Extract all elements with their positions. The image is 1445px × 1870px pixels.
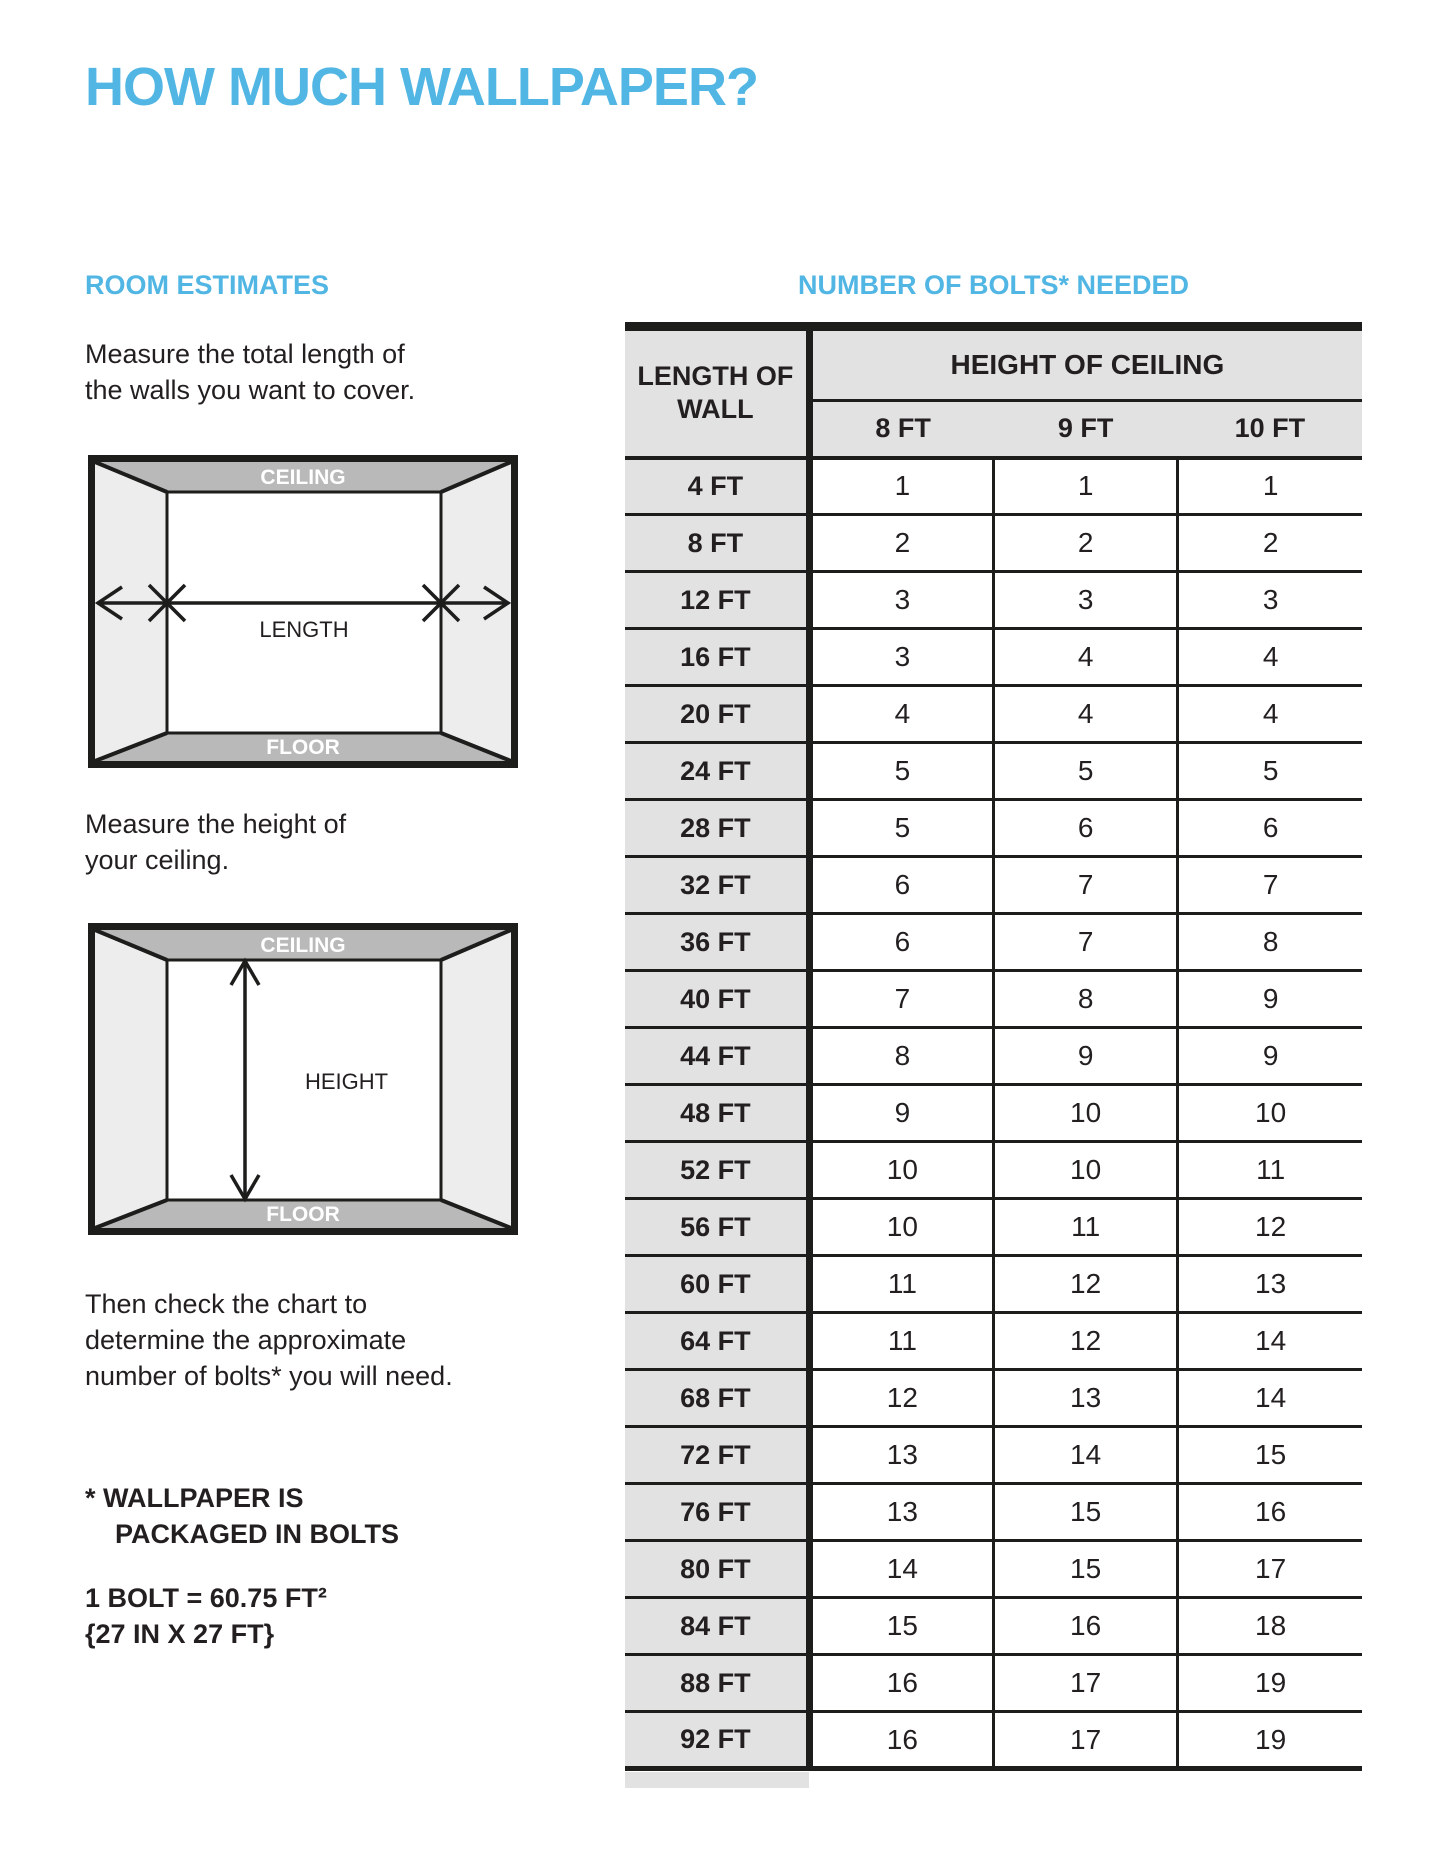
bolt-count-cell: 2 bbox=[1178, 515, 1362, 572]
bolt-count-cell: 1 bbox=[809, 458, 993, 515]
table-row bbox=[625, 1028, 1362, 1085]
bolt-count-cell: 10 bbox=[809, 1199, 993, 1256]
bolt-count-cell: 15 bbox=[809, 1598, 993, 1655]
bolt-count-cell: 10 bbox=[1178, 1085, 1362, 1142]
table-row bbox=[625, 800, 1362, 857]
table-row bbox=[625, 1370, 1362, 1427]
bolt-count-cell: 2 bbox=[809, 515, 993, 572]
col-header-10ft: 10 FT bbox=[1178, 401, 1362, 458]
length-of-wall-header: LENGTH OF WALL bbox=[625, 327, 809, 458]
back-wall bbox=[167, 492, 441, 733]
table-row bbox=[625, 1598, 1362, 1655]
wall-length-cell: 36 FT bbox=[625, 914, 809, 971]
wall-length-cell: 16 FT bbox=[625, 629, 809, 686]
ceiling-label: CEILING bbox=[260, 934, 346, 957]
table-row bbox=[625, 1541, 1362, 1598]
table-row bbox=[625, 1712, 1362, 1769]
para-measure-length bbox=[85, 336, 415, 408]
room-length-diagram bbox=[88, 455, 518, 768]
wall-length-cell: 12 FT bbox=[625, 572, 809, 629]
floor-label: FLOOR bbox=[266, 736, 340, 759]
wall-length-cell: 92 FT bbox=[625, 1712, 809, 1769]
bolt-count-cell: 11 bbox=[994, 1199, 1178, 1256]
bolt-count-cell: 5 bbox=[994, 743, 1178, 800]
bolt-count-cell: 19 bbox=[1178, 1655, 1362, 1712]
right-wall-surface bbox=[441, 930, 511, 1228]
wallpaper-footnote bbox=[85, 1480, 399, 1552]
bolt-size-info bbox=[85, 1580, 327, 1652]
table-row bbox=[625, 515, 1362, 572]
bolt-count-cell: 5 bbox=[809, 800, 993, 857]
bolt-count-cell: 11 bbox=[809, 1313, 993, 1370]
table-row bbox=[625, 686, 1362, 743]
wall-length-cell: 84 FT bbox=[625, 1598, 809, 1655]
bolt-count-cell: 8 bbox=[1178, 914, 1362, 971]
bolt-count-cell: 14 bbox=[994, 1427, 1178, 1484]
para-check-chart bbox=[85, 1286, 453, 1394]
bolt-count-cell: 6 bbox=[1178, 800, 1362, 857]
bolt-count-cell: 4 bbox=[994, 629, 1178, 686]
table-row bbox=[625, 1427, 1362, 1484]
wall-length-cell: 68 FT bbox=[625, 1370, 809, 1427]
bolts-needed-heading: NUMBER OF BOLTS* NEEDED bbox=[797, 270, 1189, 300]
wall-length-cell: 88 FT bbox=[625, 1655, 809, 1712]
bolt-count-cell: 19 bbox=[1178, 1712, 1362, 1769]
table-row bbox=[625, 1655, 1362, 1712]
bolt-count-cell: 8 bbox=[994, 971, 1178, 1028]
bolt-count-cell: 11 bbox=[1178, 1142, 1362, 1199]
bolt-count-cell: 17 bbox=[1178, 1541, 1362, 1598]
table-header-row bbox=[625, 327, 1362, 401]
ceiling-label: CEILING bbox=[260, 466, 346, 489]
length-dimension-label: LENGTH bbox=[259, 617, 349, 642]
bolts-table-body bbox=[625, 458, 1362, 1769]
left-wall-surface bbox=[95, 930, 167, 1228]
wall-length-cell: 20 FT bbox=[625, 686, 809, 743]
bolt-count-cell: 9 bbox=[809, 1085, 993, 1142]
floor-label: FLOOR bbox=[266, 1203, 340, 1226]
wall-length-cell: 76 FT bbox=[625, 1484, 809, 1541]
bolt-count-cell: 14 bbox=[1178, 1370, 1362, 1427]
bolt-count-cell: 4 bbox=[809, 686, 993, 743]
bolt-count-cell: 4 bbox=[1178, 629, 1362, 686]
col-header-9ft: 9 FT bbox=[994, 401, 1178, 458]
text-line: the walls you want to cover. bbox=[85, 375, 416, 405]
bolt-count-cell: 4 bbox=[1178, 686, 1362, 743]
bolt-count-cell: 13 bbox=[994, 1370, 1178, 1427]
bolt-count-cell: 12 bbox=[994, 1313, 1178, 1370]
table-row bbox=[625, 1313, 1362, 1370]
text-line: * WALLPAPER IS bbox=[85, 1483, 304, 1513]
bolt-count-cell: 3 bbox=[994, 572, 1178, 629]
bolt-count-cell: 15 bbox=[994, 1484, 1178, 1541]
bolt-count-cell: 3 bbox=[1178, 572, 1362, 629]
bolt-count-cell: 6 bbox=[809, 914, 993, 971]
bolt-count-cell: 12 bbox=[1178, 1199, 1362, 1256]
bolt-count-cell: 9 bbox=[994, 1028, 1178, 1085]
page-title: HOW MUCH WALLPAPER? bbox=[85, 57, 758, 117]
bolt-count-cell: 15 bbox=[994, 1541, 1178, 1598]
table-row bbox=[625, 1085, 1362, 1142]
bolt-count-cell: 18 bbox=[1178, 1598, 1362, 1655]
wall-length-cell: 56 FT bbox=[625, 1199, 809, 1256]
bolt-count-cell: 17 bbox=[994, 1712, 1178, 1769]
table-row bbox=[625, 629, 1362, 686]
table-row bbox=[625, 971, 1362, 1028]
text-line: number of bolts* you will need. bbox=[85, 1361, 453, 1391]
bolt-count-cell: 16 bbox=[994, 1598, 1178, 1655]
table-row bbox=[625, 1142, 1362, 1199]
bolt-count-cell: 4 bbox=[994, 686, 1178, 743]
bolt-count-cell: 14 bbox=[1178, 1313, 1362, 1370]
bolt-count-cell: 13 bbox=[809, 1427, 993, 1484]
table-row bbox=[625, 1199, 1362, 1256]
wall-length-cell: 44 FT bbox=[625, 1028, 809, 1085]
bolt-count-cell: 13 bbox=[1178, 1256, 1362, 1313]
text-line: Then check the chart to bbox=[85, 1289, 368, 1319]
table-row bbox=[625, 857, 1362, 914]
wall-length-cell: 4 FT bbox=[625, 458, 809, 515]
text-line: Measure the total length of bbox=[85, 339, 405, 369]
table-row bbox=[625, 914, 1362, 971]
text-line: determine the approximate bbox=[85, 1325, 407, 1355]
text-line: Measure the height of bbox=[85, 809, 347, 839]
bolt-count-cell: 13 bbox=[809, 1484, 993, 1541]
bolt-count-cell: 9 bbox=[1178, 1028, 1362, 1085]
bolt-count-cell: 3 bbox=[809, 572, 993, 629]
bolt-count-cell: 16 bbox=[809, 1655, 993, 1712]
wall-length-cell: 60 FT bbox=[625, 1256, 809, 1313]
bolt-count-cell: 2 bbox=[994, 515, 1178, 572]
table-row bbox=[625, 743, 1362, 800]
col-header-8ft: 8 FT bbox=[809, 401, 993, 458]
bolt-count-cell: 7 bbox=[994, 914, 1178, 971]
text-line: your ceiling. bbox=[85, 845, 230, 875]
table-row bbox=[625, 1484, 1362, 1541]
bolt-count-cell: 12 bbox=[994, 1256, 1178, 1313]
bolt-count-cell: 7 bbox=[809, 971, 993, 1028]
bolts-table bbox=[625, 322, 1362, 1771]
bolt-count-cell: 7 bbox=[1178, 857, 1362, 914]
wall-length-cell: 28 FT bbox=[625, 800, 809, 857]
bolt-count-cell: 8 bbox=[809, 1028, 993, 1085]
bolt-count-cell: 10 bbox=[994, 1085, 1178, 1142]
bolt-count-cell: 16 bbox=[1178, 1484, 1362, 1541]
table-row bbox=[625, 572, 1362, 629]
wall-length-cell: 32 FT bbox=[625, 857, 809, 914]
back-wall bbox=[167, 960, 441, 1200]
bolt-count-cell: 6 bbox=[809, 857, 993, 914]
bolt-count-cell: 6 bbox=[994, 800, 1178, 857]
wall-length-cell: 40 FT bbox=[625, 971, 809, 1028]
wall-length-cell: 48 FT bbox=[625, 1085, 809, 1142]
bolt-count-cell: 12 bbox=[809, 1370, 993, 1427]
para-measure-height bbox=[85, 806, 346, 878]
text-line: {27 IN X 27 FT} bbox=[85, 1619, 275, 1649]
bolt-count-cell: 15 bbox=[1178, 1427, 1362, 1484]
wall-length-cell: 80 FT bbox=[625, 1541, 809, 1598]
wall-length-cell: 52 FT bbox=[625, 1142, 809, 1199]
wall-length-cell: 72 FT bbox=[625, 1427, 809, 1484]
bolt-count-cell: 1 bbox=[994, 458, 1178, 515]
bolt-count-cell: 11 bbox=[809, 1256, 993, 1313]
bolt-count-cell: 14 bbox=[809, 1541, 993, 1598]
bolt-count-cell: 5 bbox=[1178, 743, 1362, 800]
height-dimension-label: HEIGHT bbox=[305, 1069, 389, 1094]
room-estimates-heading: ROOM ESTIMATES bbox=[85, 270, 330, 300]
bolt-count-cell: 10 bbox=[809, 1142, 993, 1199]
wall-length-cell: 8 FT bbox=[625, 515, 809, 572]
room-height-diagram bbox=[88, 923, 518, 1235]
bolt-count-cell: 7 bbox=[994, 857, 1178, 914]
wall-length-cell: 24 FT bbox=[625, 743, 809, 800]
bolt-count-cell: 10 bbox=[994, 1142, 1178, 1199]
text-line: 1 BOLT = 60.75 FT² bbox=[85, 1583, 327, 1613]
bolt-count-cell: 5 bbox=[809, 743, 993, 800]
bolt-count-cell: 17 bbox=[994, 1655, 1178, 1712]
table-row bbox=[625, 1256, 1362, 1313]
table-footer-tab bbox=[625, 1772, 809, 1788]
wall-length-cell: 64 FT bbox=[625, 1313, 809, 1370]
bolt-count-cell: 3 bbox=[809, 629, 993, 686]
bolt-count-cell: 9 bbox=[1178, 971, 1362, 1028]
bolt-count-cell: 1 bbox=[1178, 458, 1362, 515]
bolt-count-cell: 16 bbox=[809, 1712, 993, 1769]
height-of-ceiling-header: HEIGHT OF CEILING bbox=[809, 327, 1362, 401]
text-line: PACKAGED IN BOLTS bbox=[115, 1519, 400, 1549]
table-row bbox=[625, 458, 1362, 515]
